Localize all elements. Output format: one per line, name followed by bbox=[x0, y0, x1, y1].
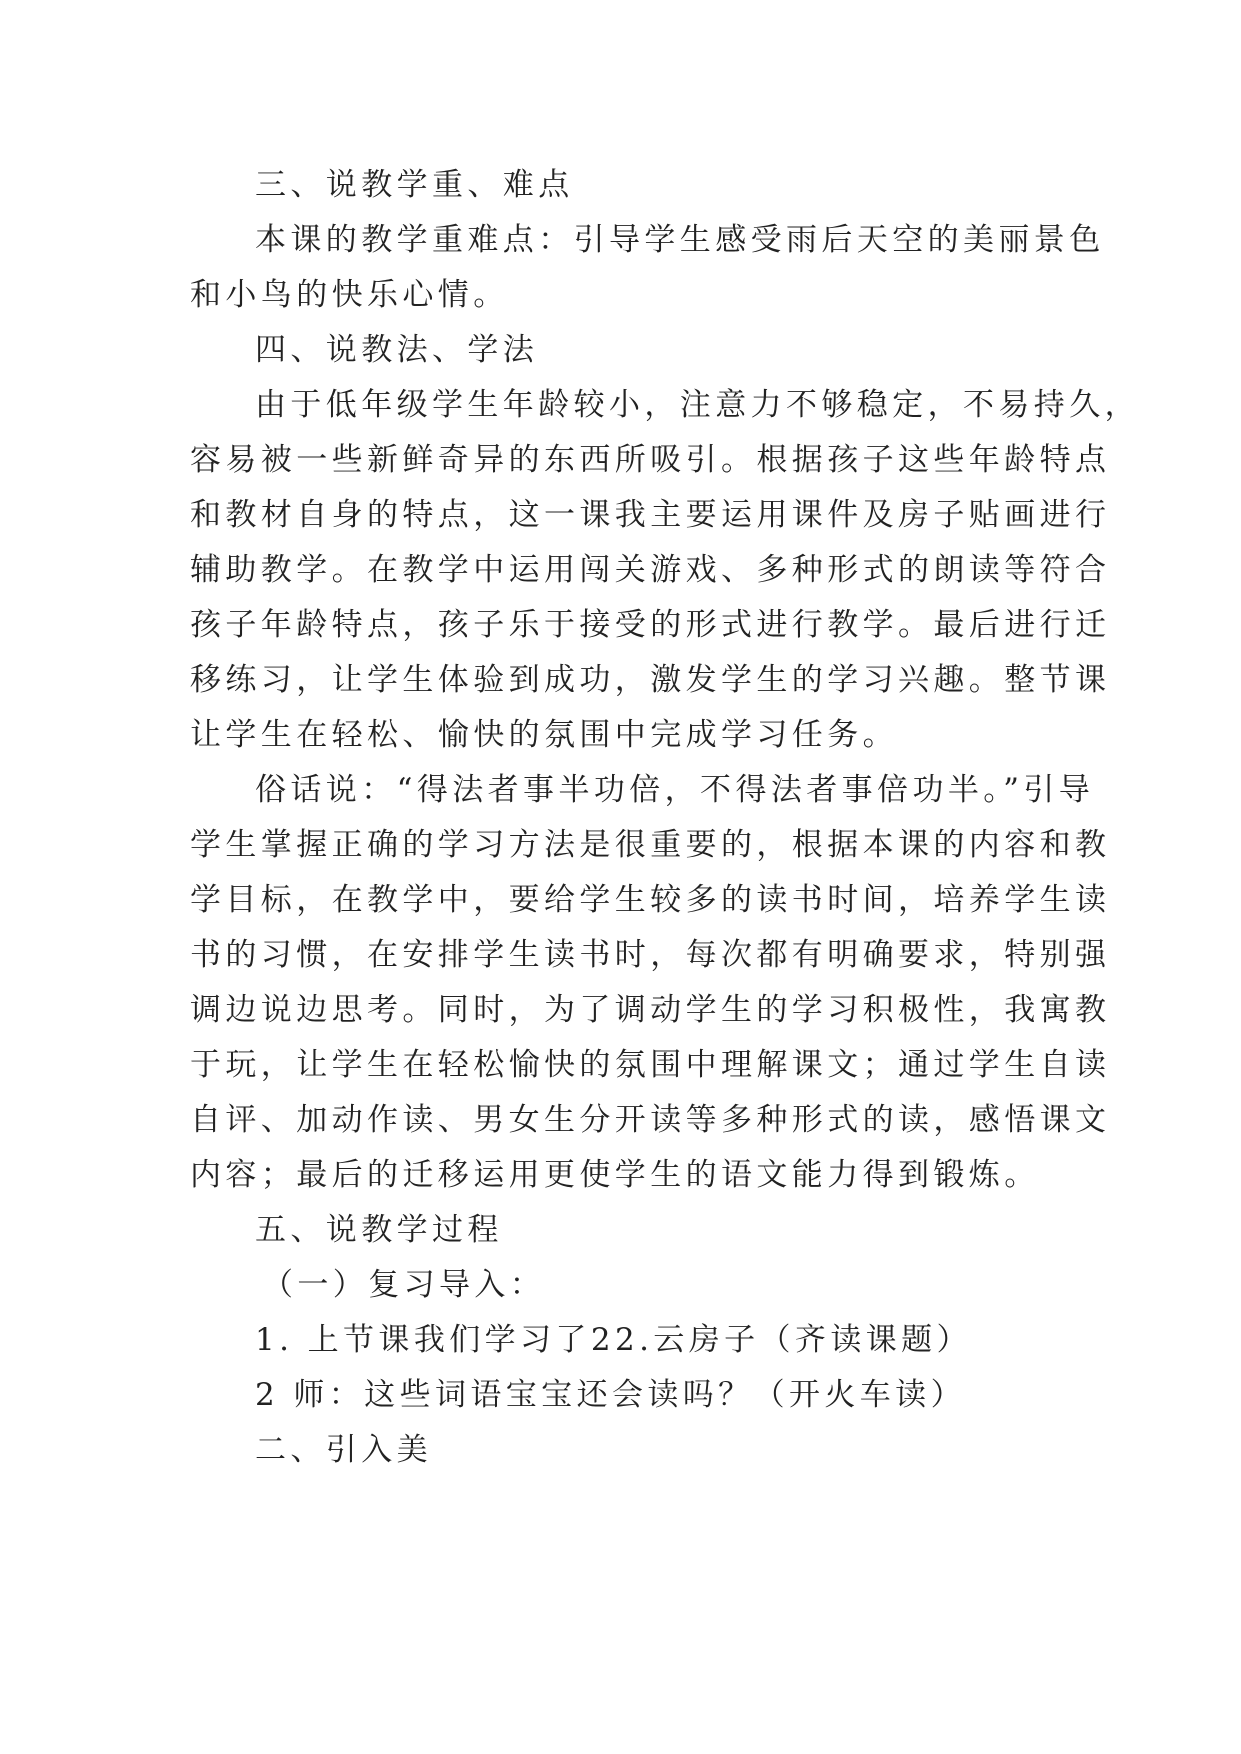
section-heading-key-points: 三、说教学重、难点 bbox=[255, 167, 574, 203]
paragraph-line: 俗话说：“得法者事半功倍，不得法者事倍功半。”引导 bbox=[255, 772, 1095, 808]
paragraph-line: 书的习惯，在安排学生读书时，每次都有明确要求，特别强 bbox=[190, 937, 1111, 973]
paragraph-line: 于玩，让学生在轻松愉快的氛围中理解课文；通过学生自读 bbox=[190, 1047, 1111, 1083]
list-item: 2 师：这些词语宝宝还会读吗？（开火车读） bbox=[255, 1377, 966, 1413]
paragraph-line: 本课的教学重难点：引导学生感受雨后天空的美丽景色 bbox=[255, 222, 1105, 258]
section-heading-methods: 四、说教法、学法 bbox=[255, 332, 539, 368]
paragraph-line: 移练习，让学生体验到成功，激发学生的学习兴趣。整节课 bbox=[190, 662, 1111, 698]
paragraph-line: 和教材自身的特点，这一课我主要运用课件及房子贴画进行 bbox=[190, 497, 1111, 533]
section-heading-intro: 二、引入美 bbox=[255, 1432, 432, 1468]
paragraph-line: 内容；最后的迁移运用更使学生的语文能力得到锻炼。 bbox=[190, 1157, 1040, 1193]
paragraph-line: 容易被一些新鲜奇异的东西所吸引。根据孩子这些年龄特点 bbox=[190, 442, 1111, 478]
paragraph-line: 由于低年级学生年龄较小，注意力不够稳定，不易持久， bbox=[255, 387, 1140, 423]
paragraph-line: 调边说边思考。同时，为了调动学生的学习积极性，我寓教 bbox=[190, 992, 1111, 1028]
subsection-heading-review: （一）复习导入： bbox=[262, 1267, 546, 1303]
list-item: 1. 上节课我们学习了22.云房子（齐读课题） bbox=[255, 1322, 972, 1358]
paragraph-line: 和小鸟的快乐心情。 bbox=[190, 277, 509, 313]
paragraph-line: 辅助教学。在教学中运用闯关游戏、多种形式的朗读等符合 bbox=[190, 552, 1111, 588]
section-heading-process: 五、说教学过程 bbox=[255, 1212, 503, 1248]
paragraph-line: 学生掌握正确的学习方法是很重要的，根据本课的内容和教 bbox=[190, 827, 1111, 863]
paragraph-line: 孩子年龄特点，孩子乐于接受的形式进行教学。最后进行迁 bbox=[190, 607, 1111, 643]
paragraph-line: 让学生在轻松、愉快的氛围中完成学习任务。 bbox=[190, 717, 898, 753]
paragraph-line: 学目标，在教学中，要给学生较多的读书时间，培养学生读 bbox=[190, 882, 1111, 918]
paragraph-line: 自评、加动作读、男女生分开读等多种形式的读，感悟课文 bbox=[190, 1102, 1111, 1138]
